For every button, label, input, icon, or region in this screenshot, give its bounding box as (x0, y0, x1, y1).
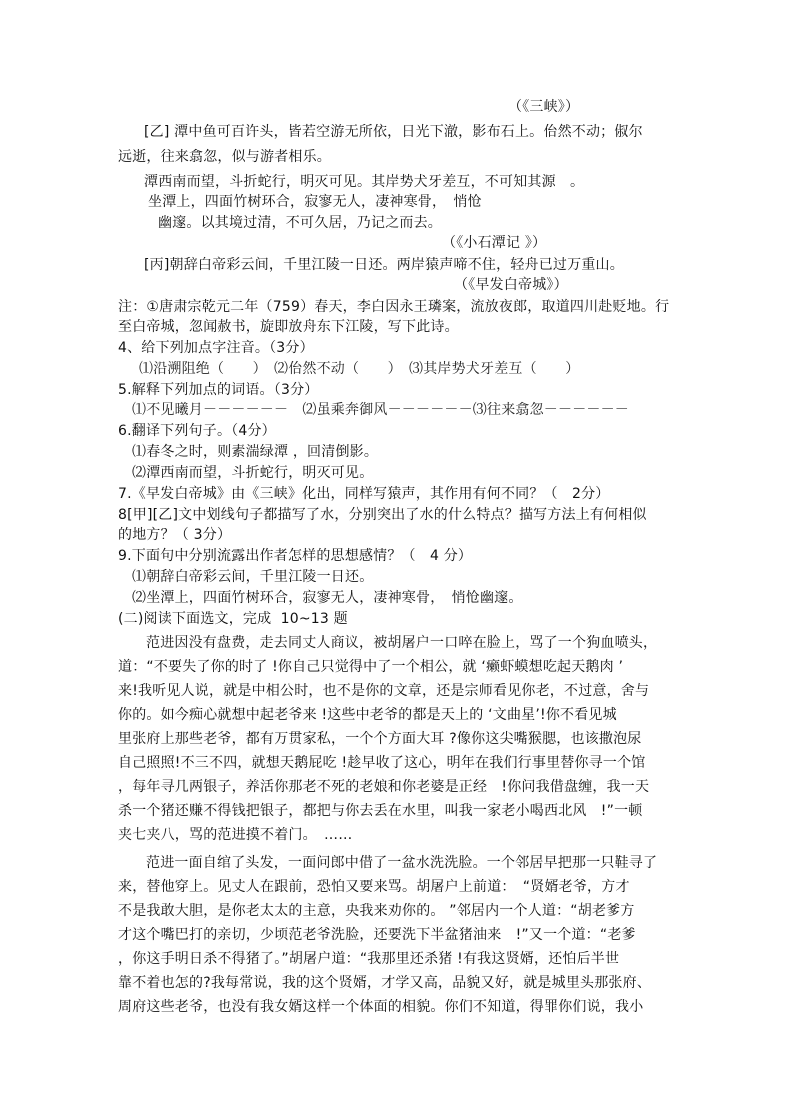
passage-para2-line: 来，替他穿上。见丈人在跟前，恐怕又要来骂。胡屠户上前道： “贤婿老爷，方才 (118, 879, 630, 895)
question-5-title: 5.解释下列加点的词语。（3分） (118, 382, 319, 398)
yi-para1-line1: [乙] 潭中鱼可百许头，皆若空游无所依，日光下澈，影布石上。佁然不动；俶尔 (144, 124, 643, 140)
passage-para1-line: 道：“不要失了你的时了 !你自己只觉得中了一个相公，就 ‘癞虾蟆想吃起天鹅肉 ’ (118, 659, 624, 675)
question-9-sentence2: ⑵坐潭上，四面竹树环合，寂寥无人，凄神寒骨， 悄怆幽邃。 (132, 590, 523, 606)
question-5-items: ⑴不见曦月－－－－－－ ⑵虽乘奔御风－－－－－－⑶往来翕忽－－－－－－ (132, 402, 629, 418)
question-7: 7.《早发白帝城》由《三峡》化出，同样写猿声，其作用有何不同？（ 2分） (118, 486, 610, 502)
yi-para1-line2: 远逝，往来翕忽，似与游者相乐。 (118, 149, 331, 165)
note-line1: 注：①唐肃宗乾元二年（759）春天，李白因永王璘案，流放夜郎，取道四川赴贬地。行 (118, 299, 670, 315)
passage-para1-line: 自己照照!不三不四，就想天鹅屁吃 !趁早收了这心，明年在我们行事里替你寻一个馆 (118, 755, 646, 771)
question-6-sentence2: ⑵潭西南而望，斗折蛇行，明灭可见。 (132, 465, 374, 481)
passage-para2-line: 靠不着也怎的?我每常说，我的这个贤婿，才学又高，品貌又好，就是城里头那张府、 (118, 975, 652, 991)
question-8-line1: 8[甲][乙]文中划线句子都描写了水，分别突出了水的什么特点？描写方法上有何相似 (118, 507, 647, 523)
question-6-sentence1: ⑴春冬之时，则素湍绿潭 ，回清倒影。 (132, 444, 379, 460)
source-zaofabaidicheng: （《早发白帝城》） (454, 277, 568, 293)
yi-para2-line3: 幽邃。以其境过清，不可久居，乃记之而去。 (158, 215, 442, 231)
passage-para1-line: ，每年寻几两银子，养活你那老不死的老娘和你老婆是正经 !你问我借盘缠，我一天 (118, 779, 650, 795)
question-9-title: 9.下面句中分别流露出作者怎样的思想感情？（ 4 分） (118, 548, 473, 564)
source-sanxia: （《三峡》） (508, 99, 580, 115)
yi-para2-line1: 潭西南而望，斗折蛇行，明灭可见。其岸势犬牙差互，不可知其源 。 (144, 174, 585, 190)
passage-para1-line: 范进因没有盘费，走去同丈人商议，被胡屠户一口啐在脸上，骂了一个狗血喷头， (146, 635, 658, 651)
source-xiaoshitanji: （《小石潭记 》） (442, 235, 547, 251)
question-9-sentence1: ⑴朝辞白帝彩云间，千里江陵一日还。 (132, 569, 374, 585)
passage-para1-line: 夹七夹八，骂的范进摸不着门。 …… (118, 827, 353, 843)
passage-para2-line: 才这个嘴巴打的亲切，少顷范老爷洗脸，还要洗下半盆猪油来 !”又一个道：“老爹 (118, 927, 636, 943)
yi-para2-line2: 坐潭上，四面竹树环合，寂寥无人，凄神寒骨， 悄怆 (148, 194, 482, 210)
bing-poem: [丙]朝辞白帝彩云间，千里江陵一日还。两岸猿声啼不住，轻舟已过万重山。 (144, 257, 624, 273)
passage-para1-line: 里张府上那些老爷，都有万贯家私，一个个方面大耳 ?像你这尖嘴猴腮，也该撒泡尿 (118, 731, 642, 747)
passage-para2-line: 周府这些老爷，也没有我女婿这样一个体面的相貌。你们不知道，得罪你们说，我小 (118, 999, 644, 1015)
question-6-title: 6.翻译下列句子。（4分） (118, 423, 276, 439)
passage-para2-line: ，你这手明日杀不得猪了。”胡屠户道：“我那里还杀猪 !有我这贤婿，还怕后半世 (118, 951, 620, 967)
question-4-title: 4、给下列加点字注音。（3分） (118, 340, 314, 356)
question-8-line2: 的地方？（ 3分） (118, 527, 232, 543)
passage-para1-line: 你的。如今痴心就想中起老爷来 !这些中老爷的都是天上的 ‘文曲星’!你不看见城 (118, 707, 617, 723)
section-2-heading: (二)阅读下面选文，完成 10~13 题 (118, 611, 348, 627)
question-4-items: ⑴沿溯阻绝（ ） ⑵佁然不动（ ） ⑶其岸势犬牙差互（ ） (139, 361, 580, 377)
passage-para1-line: 来!我听见人说，就是中相公时，也不是你的文章，还是宗师看见你老，不过意，舍与 (118, 683, 650, 699)
passage-para2-line: 不是我敢大胆，是你老太太的主意，央我来劝你的。 ”邻居内一个人道：“胡老爹方 (118, 903, 635, 919)
note-line2: 至白帝城，忽闻赦书，旋即放舟东下江陵，写下此诗。 (118, 319, 459, 335)
passage-para2-line: 范进一面自绾了头发，一面问郎中借了一盆水洗洗脸。一个邻居早把那一只鞋寻了 (146, 855, 658, 871)
passage-para1-line: 杀一个猪还赚不得钱把银子，都把与你去丢在水里，叫我一家老小喝西北风 !”一顿 (118, 803, 643, 819)
